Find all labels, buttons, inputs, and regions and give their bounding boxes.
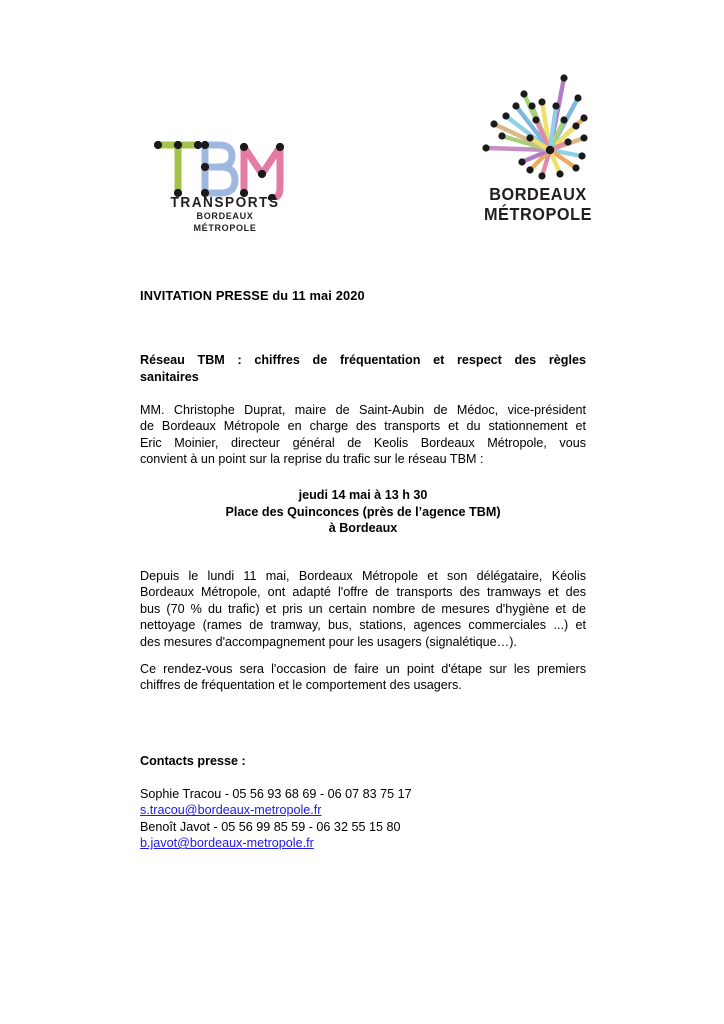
- event-place: Place des Quinconces (près de l’agence TBM): [225, 504, 501, 519]
- contacts-list: [140, 786, 586, 852]
- tbm-logomark-icon: [152, 138, 288, 200]
- bordeaux-metropole-logo: [472, 72, 604, 232]
- contact-person-line: Sophie Tracou - 05 56 93 68 69 - 06 07 83 75 17: [140, 787, 412, 801]
- para1-line-4: nettoyage (rames de tramway, bus, stations, agences commerciales ...) et: [140, 618, 586, 633]
- bordeaux-metropole-starburst-icon: [472, 72, 604, 184]
- para2-line-2: chiffres de fréquentation et le comportement des usagers.: [140, 678, 462, 693]
- invitation-title: INVITATION PRESSE du 11 mai 2020: [140, 288, 365, 303]
- intro-line-4: convient à un point sur la reprise du trafic sur le réseau TBM :: [140, 452, 484, 467]
- para1-line-2: Bordeaux Métropole, ont adapté l'offre de transports des tramways et des: [140, 585, 586, 600]
- contacts-heading: Contacts presse :: [140, 754, 246, 768]
- tbm-tagline-bordeaux-metropole: BORDEAUX MÉTROPOLE: [193, 211, 257, 234]
- event-city: à Bordeaux: [328, 521, 398, 536]
- intro-line-3: Eric Moinier, directeur général de Keolis Bordeaux Métropole, vous: [140, 435, 586, 450]
- para1-line-3: bus (70 % du trafic) et pris un certain nombre de mesures d'hygiène et de: [140, 601, 586, 616]
- contact-email-link[interactable]: s.tracou@bordeaux-metropole.fr: [140, 803, 322, 818]
- intro-line-2: de Bordeaux Métropole en charge des transports et du stationnement et: [140, 419, 586, 434]
- subject-heading: [140, 352, 586, 385]
- contact-email-row: [140, 802, 586, 818]
- bordeaux-metropole-wordmark: [472, 184, 604, 224]
- body-paragraph-2: [140, 661, 586, 694]
- para2-line-1: Ce rendez-vous sera l'occasion de faire un point d'étape sur les premiers: [140, 662, 586, 676]
- intro-line-1: MM. Christophe Duprat, maire de Saint-Aubin de Médoc, vice-président: [140, 403, 586, 417]
- subject-line-1: Réseau TBM : chiffres de fréquentation et respect des règles: [140, 353, 586, 367]
- tbm-tagline-transports: TRANSPORTS: [170, 195, 280, 211]
- para1-line-5: des mesures d'accompagnement pour les usagers (signalétique…).: [140, 634, 517, 649]
- body-paragraph-1: [140, 568, 586, 650]
- contact-email-row: [140, 835, 586, 851]
- contact-email-link[interactable]: b.javot@bordeaux-metropole.fr: [140, 836, 314, 851]
- bm-wordmark-line2: MÉTROPOLE: [483, 204, 593, 224]
- logo-header: [0, 0, 724, 260]
- bm-wordmark-line1: BORDEAUX: [489, 184, 587, 204]
- event-datetime: jeudi 14 mai à 13 h 30: [298, 488, 428, 502]
- intro-paragraph: [140, 402, 586, 468]
- tbm-logo: [152, 138, 288, 234]
- para1-line-1: Depuis le lundi 11 mai, Bordeaux Métropole et son délégataire, Kéolis: [140, 569, 586, 583]
- contact-person-line: Benoît Javot - 05 56 99 85 59 - 06 32 55 15 80: [140, 819, 401, 834]
- tbm-logo-wordmark: [162, 196, 288, 235]
- subject-line-2: sanitaires: [140, 369, 199, 384]
- event-details: [140, 487, 586, 537]
